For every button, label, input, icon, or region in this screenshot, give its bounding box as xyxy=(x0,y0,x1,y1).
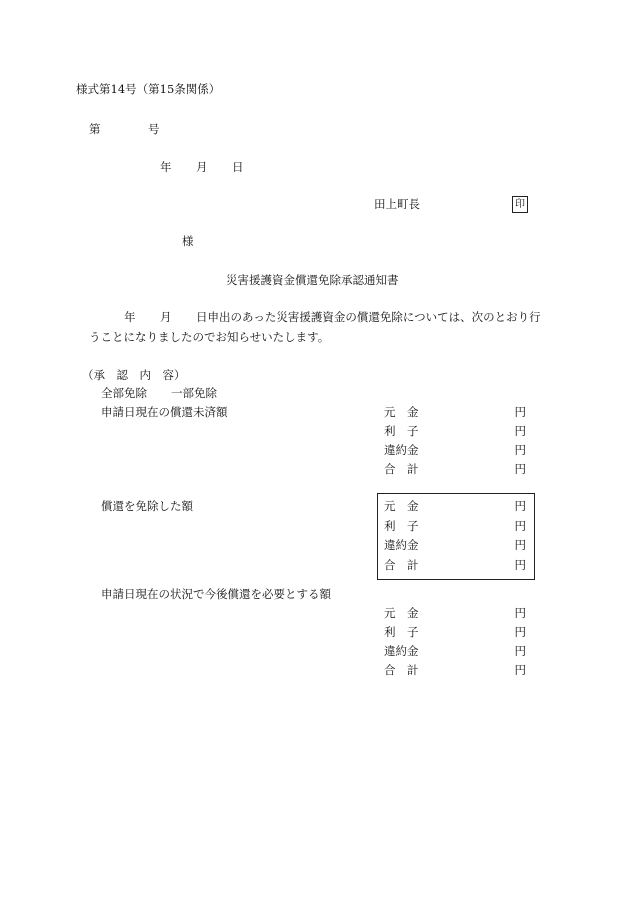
document-title: 災害援護資金償還免除承認通知書 xyxy=(226,273,399,287)
body-line1-text: 日申出のあった災害援護資金の償還免除については、次のとおり行 xyxy=(196,310,541,324)
row-label: 利 子 xyxy=(384,424,419,438)
unpaid-penalty-row xyxy=(384,445,526,459)
exemption-partial-option: 一部免除 xyxy=(171,386,217,400)
row-label: 違約金 xyxy=(384,644,419,658)
yen-unit: 円 xyxy=(514,606,526,620)
row-label: 元 金 xyxy=(384,606,419,620)
exemption-full-option: 全部免除 xyxy=(101,386,147,400)
row-label: 合 計 xyxy=(384,558,419,572)
row-label: 利 子 xyxy=(384,519,419,533)
remaining-principal-row xyxy=(384,608,526,622)
unpaid-balance-label: 申請日現在の償還未済額 xyxy=(101,405,228,419)
yen-unit: 円 xyxy=(514,538,526,552)
row-label: 違約金 xyxy=(384,443,419,457)
addressee-honorific: 様 xyxy=(182,234,194,248)
seal-mark: 印 xyxy=(512,196,528,213)
yen-unit: 円 xyxy=(514,443,526,457)
doc-number-prefix: 第 xyxy=(89,122,101,136)
row-label: 利 子 xyxy=(384,625,419,639)
exempted-interest-row xyxy=(384,521,526,535)
remaining-interest-row xyxy=(384,627,526,641)
form-reference: 様式第14号（第15条関係） xyxy=(76,82,221,96)
exempted-amount-label: 償還を免除した額 xyxy=(101,499,193,513)
date-year: 年 xyxy=(160,160,172,174)
exempted-penalty-row xyxy=(384,540,526,554)
doc-number-suffix: 号 xyxy=(148,122,160,136)
unpaid-principal-row xyxy=(384,407,526,421)
row-label: 元 金 xyxy=(384,405,419,419)
exempted-total-row xyxy=(384,560,526,574)
remaining-total-row xyxy=(384,665,526,679)
date-month: 月 xyxy=(196,160,208,174)
row-label: 違約金 xyxy=(384,538,419,552)
yen-unit: 円 xyxy=(514,644,526,658)
row-label: 合 計 xyxy=(384,663,419,677)
date-day: 日 xyxy=(232,160,244,174)
issuer-title: 田上町長 xyxy=(374,197,420,211)
yen-unit: 円 xyxy=(514,519,526,533)
yen-unit: 円 xyxy=(514,558,526,572)
unpaid-total-row xyxy=(384,464,526,478)
yen-unit: 円 xyxy=(514,663,526,677)
row-label: 元 金 xyxy=(384,499,419,513)
row-label: 合 計 xyxy=(384,462,419,476)
unpaid-interest-row xyxy=(384,426,526,440)
yen-unit: 円 xyxy=(514,462,526,476)
yen-unit: 円 xyxy=(514,424,526,438)
body-year: 年 xyxy=(124,310,136,324)
exempted-principal-row xyxy=(384,501,526,515)
remaining-amount-label: 申請日現在の状況で今後償還を必要とする額 xyxy=(101,587,331,601)
remaining-penalty-row xyxy=(384,646,526,660)
approval-header: （承 認 内 容） xyxy=(82,368,186,382)
yen-unit: 円 xyxy=(514,405,526,419)
body-line2-text: うことになりましたのでお知らせいたします。 xyxy=(89,330,330,344)
body-month: 月 xyxy=(160,310,172,324)
yen-unit: 円 xyxy=(514,625,526,639)
yen-unit: 円 xyxy=(514,499,526,513)
